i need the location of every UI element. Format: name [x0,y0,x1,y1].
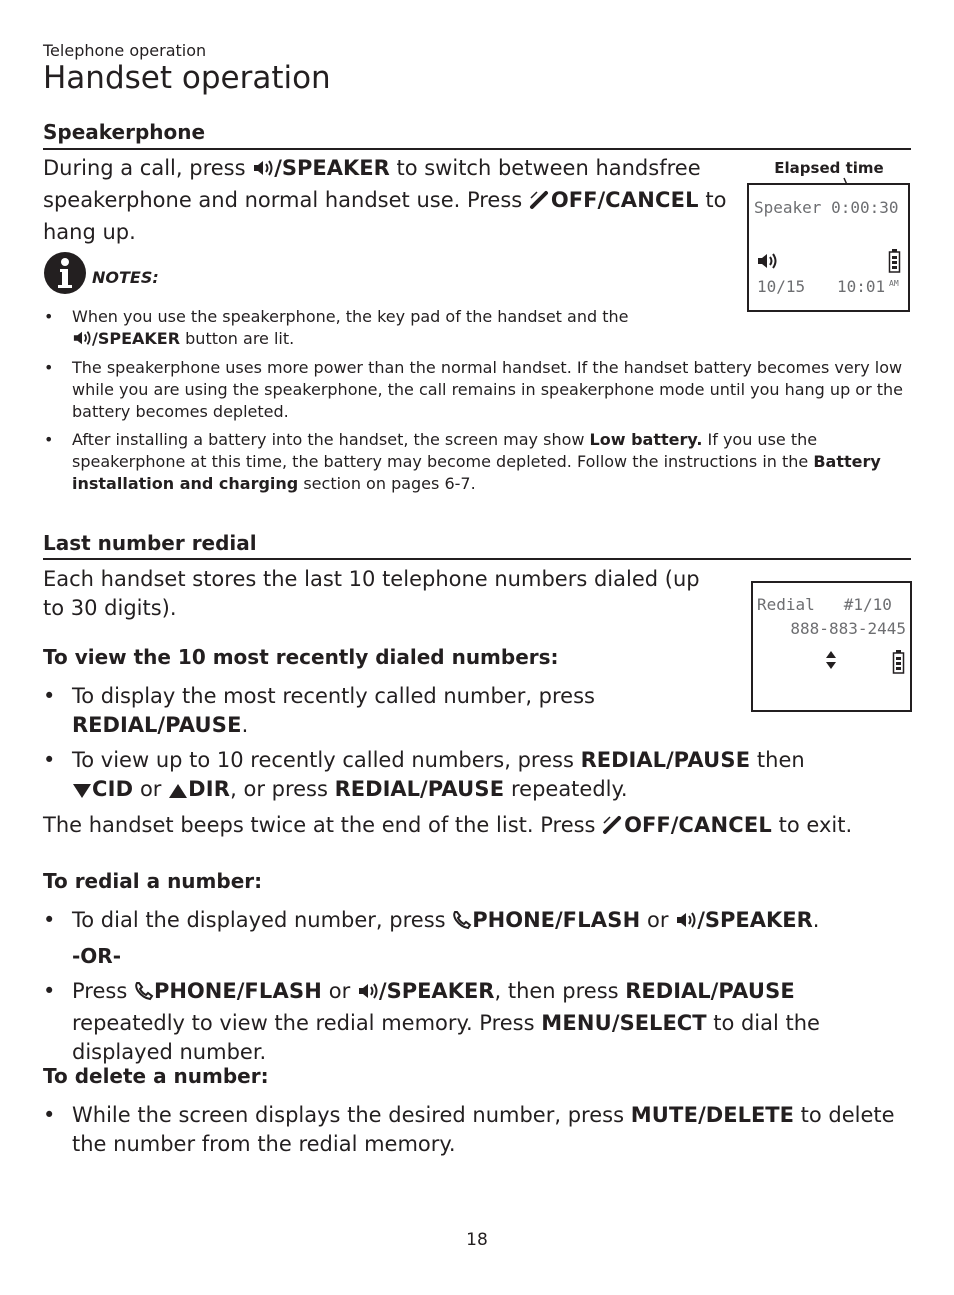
notes-label: NOTES: [92,268,159,287]
down-triangle-icon [72,778,92,807]
screen-line: Redial #1/10 [757,595,892,614]
beeps-text: The handset beeps twice at the end of the list. Press OFF/CANCEL to exit. [43,811,911,843]
battery-icon [892,649,906,675]
speakerphone-heading: Speakerphone [43,120,206,144]
up-triangle-icon [168,778,188,807]
off-icon [529,189,551,218]
note-item: • When you use the speakerphone, the key pad of the handset and the /SPEAKER button are lit. [72,306,682,353]
speaker-icon [252,157,274,186]
screen-line: Speaker 0:00:30 [754,198,899,217]
speakerphone-intro: During a call, press /SPEAKER to switch between handsfree speakerphone and normal handset use. Press OFF/CANCEL to hang up. [43,156,727,244]
screen-ampm: AM [889,279,899,288]
speaker-icon [675,909,697,938]
screen-time: 10:01 [837,277,886,296]
phone-icon [134,980,154,1009]
list-item: • While the screen displays the desired number, press MUTE/DELETE to delete the number from the redial memory. [43,1103,895,1156]
view-numbers-heading: To view the 10 most recently dialed numbers: [43,645,559,669]
note-item: • After installing a battery into the handset, the screen may show Low battery. If you use the speakerphone at this time, the battery may become depleted. Follow the instructions in the Battery installation and charging section on pages 6-7. [44,430,881,493]
section-label: Telephone operation [43,41,207,60]
or-label: -OR- [72,944,122,968]
screen-date: 10/15 [757,277,806,296]
redial-intro: Each handset stores the last 10 telephone numbers dialed (up to 30 digits). [43,567,700,620]
speaker-icon [357,980,379,1009]
list-item: • To view up to 10 recently called numbers, press REDIAL/PAUSE then CID or DIR, or press REDIAL/PAUSE repeatedly. [72,746,910,807]
section-divider [43,148,911,150]
scroll-arrows-icon [825,649,837,671]
list-item: • Press PHONE/FLASH or /SPEAKER, then press REDIAL/PAUSE repeatedly to view the redial memory. Press MENU/SELECT to dial the displayed number. [43,979,820,1064]
list-item: • To dial the displayed number, press PHONE/FLASH or /SPEAKER. [72,906,910,938]
elapsed-time-caption: Elapsed time [774,159,884,177]
speaker-icon [72,329,92,353]
redial-heading: Last number redial [43,531,257,555]
battery-icon [888,248,902,274]
screen-number: 888-883-2445 [790,619,906,638]
page-title: Handset operation [43,60,331,96]
section-divider [43,558,911,560]
handset-screen-redial [751,581,912,712]
note-item: • The speakerphone uses more power than the normal handset. If the handset battery becomes very low while you are using the speakerphone, the call remains in speakerphone mode until you hang up or the battery becomes depleted. [44,358,904,421]
speaker-icon [756,251,782,273]
redial-number-heading: To redial a number: [43,869,263,893]
info-icon [43,251,89,295]
delete-number-heading: To delete a number: [43,1064,269,1088]
page-number: 18 [466,1230,488,1250]
off-icon [602,814,624,843]
handset-screen-speaker [747,183,910,312]
phone-icon [452,909,472,938]
list-item: • To display the most recently called number, press REDIAL/PAUSE. [43,684,595,737]
